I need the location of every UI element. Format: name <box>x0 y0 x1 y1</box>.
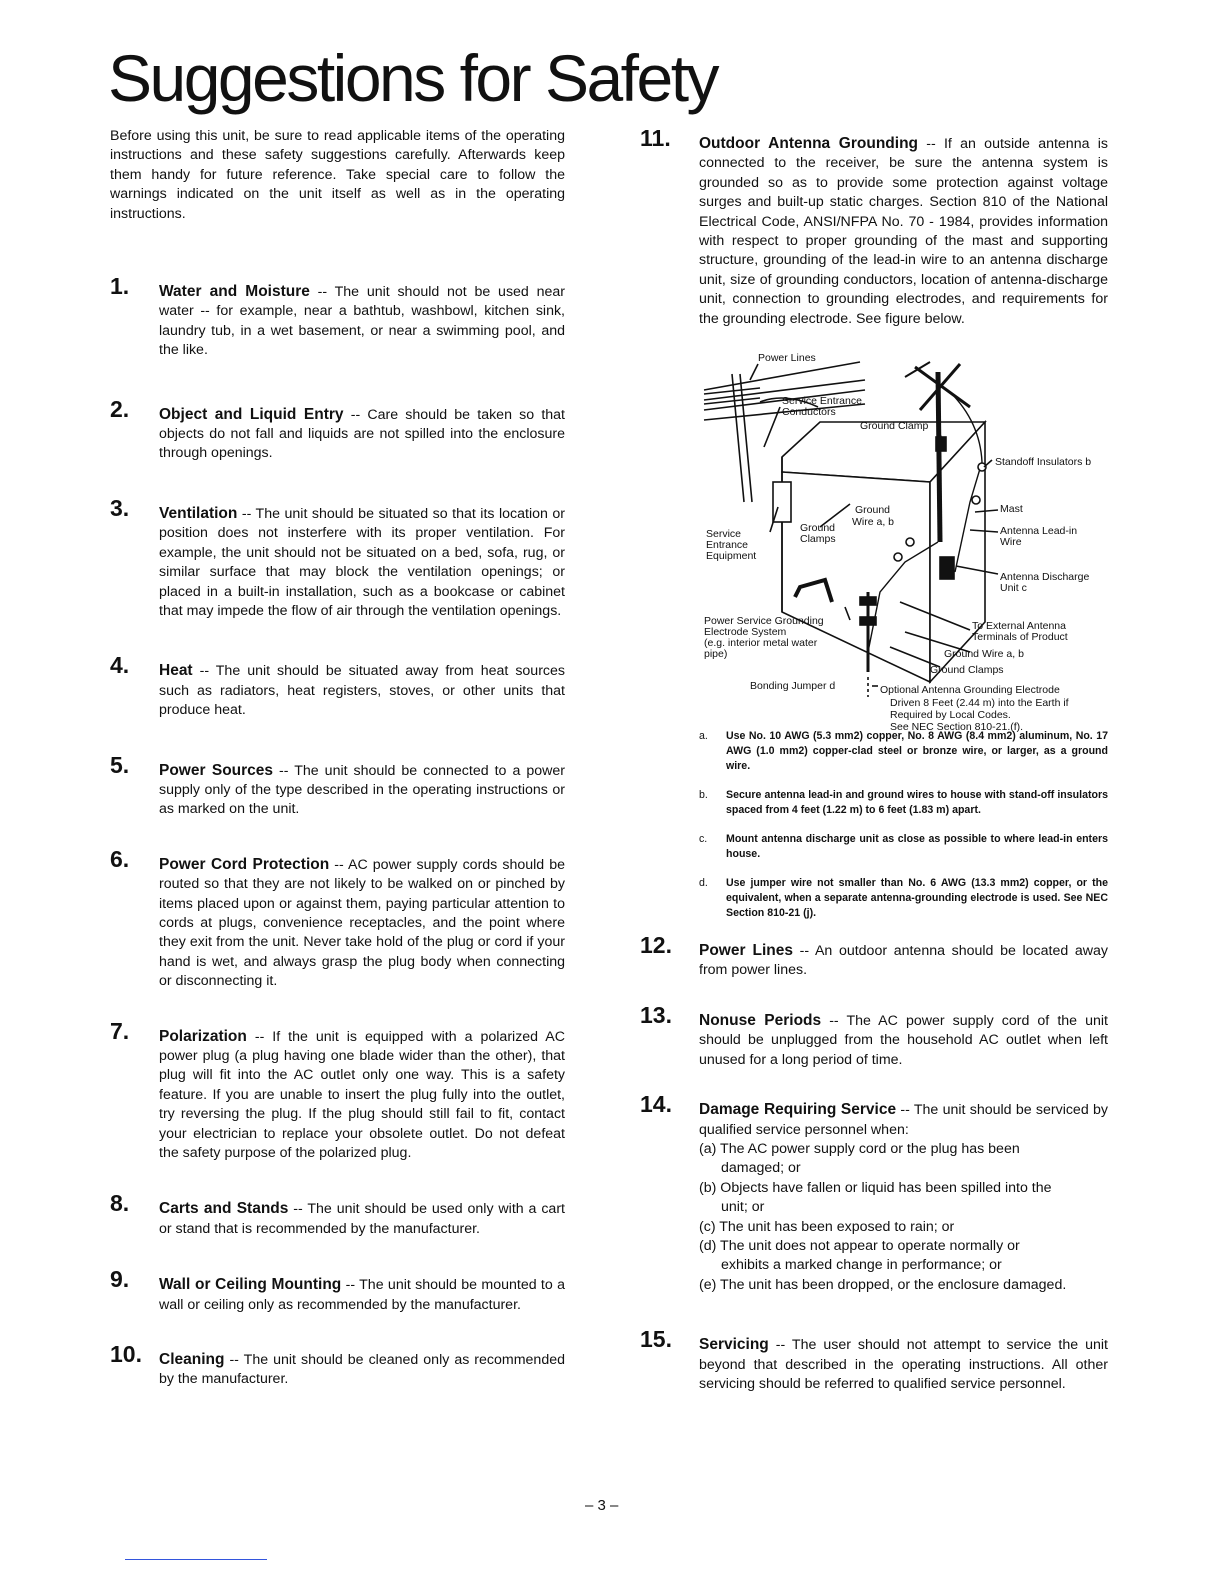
item-heading: Wall or Ceiling Mounting <box>159 1276 342 1294</box>
item-heading: Heat <box>159 662 193 680</box>
svg-text:Service Entrance: Service Entrance <box>782 395 862 407</box>
svg-text:Conductors: Conductors <box>782 406 836 418</box>
note-label: d. <box>699 877 708 890</box>
note-text: Use jumper wire not smaller than No. 6 AWG (13.3 mm2) copper, or the equivalent, when a separate antenna-grounding electrode is used. See NEC Section 810-21 (j). <box>726 877 1108 920</box>
item-13 <box>640 1001 1108 1070</box>
item-text: -- An outdoor antenna should be located away from power lines. <box>699 943 1108 979</box>
right-column <box>640 125 1108 1394</box>
item-12 <box>640 932 1108 981</box>
note-b <box>699 788 1108 818</box>
svg-text:(e.g. interior metal water: (e.g. interior metal water <box>704 637 818 649</box>
item-text: -- Care should be taken so that objects do not fall and liquids are not spilled into the enclosure through openings. <box>159 406 565 462</box>
antenna-grounding-diagram <box>700 352 1110 742</box>
item-heading: Water and Moisture <box>159 283 310 301</box>
item-heading: Servicing <box>699 1336 769 1354</box>
item-number: 9. <box>110 1266 130 1293</box>
note-text: Secure antenna lead-in and ground wires to house with stand-off insulators spaced from 4 feet (1.22 m) to 6 feet (1.83 m) apart. <box>726 789 1108 817</box>
list-item: (b) Objects have fallen or liquid has been spilled into the unit; or <box>699 1179 1052 1216</box>
item-text: -- The unit should not be used near water -- for example, near a bathtub, washbowl, kitchen sink, laundry tub, in a wet basement, or near a swimming pool, and the like. <box>159 284 565 359</box>
list-item: (d) The unit does not appear to operate normally or exhibits a marked change in performance; or <box>699 1237 1020 1274</box>
svg-text:Mast: Mast <box>1000 503 1023 515</box>
item-number: 4. <box>110 652 130 679</box>
item-text: -- The user should not attempt to service the unit beyond that described in the operating instructions. All other servicing should be referred to qualified service personnel. <box>699 1337 1108 1392</box>
svg-text:Wire: Wire <box>1000 536 1022 548</box>
item-number: 2. <box>110 395 130 422</box>
item-text: -- The AC power supply cord of the unit should be unplugged from the household AC outlet when left unused for a long period of time. <box>699 1012 1108 1068</box>
note-label: a. <box>699 730 708 743</box>
item-text: -- The unit should be used only with a cart or stand that is recommended by the manufacturer. <box>159 1201 565 1237</box>
svg-text:Driven 8 Feet (2.44 m) into th: Driven 8 Feet (2.44 m) into the Earth if <box>890 697 1069 709</box>
item-14 <box>640 1091 1108 1295</box>
item-heading: Nonuse Periods <box>699 1011 822 1029</box>
item-heading: Power Sources <box>159 761 274 779</box>
item-9 <box>110 1266 565 1315</box>
item-text: -- AC power supply cords should be routed so that they are not likely to be walked on or pinched by items placed upon or against them, paying particular attention to cords at plugs, convenience receptacles, and the point where they exit from the unit. Never take hold of the plug or cord if your hand is wet, and always grasp the plug body when connecting or disconnecting it. <box>159 856 566 990</box>
item-number: 11. <box>640 125 671 151</box>
item-6 <box>110 845 566 992</box>
item-number: 3. <box>110 494 130 521</box>
item-2 <box>110 395 565 464</box>
svg-text:pipe): pipe) <box>704 648 728 660</box>
item-text: -- The unit should be cleaned only as recommended by the manufacturer. <box>159 1352 565 1388</box>
item-15 <box>640 1326 1108 1394</box>
list-item: (e) The unit has been dropped, or the enclosure damaged. <box>699 1276 1067 1293</box>
item-text: -- The unit should be situated so that its location or position does not insterfere with its proper ventilation. For example, the unit should not be situated on a bed, sofa, rug, or similar surface that may block the ventilation openings; or placed in a built-in installation, such as a bookcase or cabinet that may impede the flow of air through the ventilation openings. <box>159 505 565 619</box>
item-text: -- The unit should be connected to a power supply only of the type described in the operating instructions or as marked on the unit. <box>159 762 565 818</box>
item-number: 14. <box>640 1091 672 1118</box>
item-4 <box>110 652 565 720</box>
item-number: 10. <box>110 1341 142 1368</box>
svg-text:Entrance: Entrance <box>706 539 749 551</box>
page-title: Suggestions for Safety <box>108 41 718 115</box>
svg-text:To External Antenna: To External Antenna <box>972 620 1066 632</box>
page-number: – 3 – <box>585 1497 619 1514</box>
note-text: Mount antenna discharge unit as close as possible to where lead-in enters house. <box>726 833 1108 861</box>
item-heading: Object and Liquid Entry <box>159 405 344 423</box>
item-11 <box>640 125 1108 329</box>
item-number: 1. <box>110 273 130 300</box>
item-number: 13. <box>640 1001 672 1028</box>
svg-text:Power Service Grounding: Power Service Grounding <box>704 615 824 627</box>
item-7 <box>110 1017 565 1164</box>
svg-text:Optional Antenna Grounding Ele: Optional Antenna Grounding Electrode <box>880 684 1060 696</box>
mast <box>938 372 940 542</box>
svg-text:Ground: Ground <box>800 522 836 534</box>
item-5 <box>110 751 565 820</box>
damage-conditions-list <box>699 1140 1108 1295</box>
item-text: -- The unit should be mounted to a wall or ceiling only as recommended by the manufacturer. <box>159 1277 565 1313</box>
item-number: 7. <box>110 1017 130 1044</box>
item-8 <box>110 1190 565 1239</box>
item-heading: Polarization <box>159 1027 247 1045</box>
item-text: -- The unit should be serviced by qualified service personnel when: <box>699 1102 1108 1138</box>
item-10 <box>110 1341 565 1390</box>
item-number: 8. <box>110 1190 130 1217</box>
item-1 <box>110 273 565 361</box>
svg-text:Electrode System: Electrode System <box>704 626 787 638</box>
item-heading: Ventilation <box>159 504 238 522</box>
svg-text:Standoff Insulators b: Standoff Insulators b <box>995 456 1092 468</box>
item-text: -- If the unit is equipped with a polarized AC power plug (a plug having one blade wider than the other), that plug will fit into the AC outlet only one way. This is a safety feature. If you are unable to insert the plug fully into the outlet, try reversing the plug. If the plug should still fail to fit, contact your electrician to replace your obsolete outlet. Do not defeat the safety purpose of the polarized plug. <box>159 1028 565 1162</box>
antenna-notes <box>699 729 1108 921</box>
item-number: 6. <box>110 845 130 872</box>
item-text: -- The unit should be situated away from heat sources such as radiators, heat registers, stoves, or other units that produce heat. <box>159 663 565 719</box>
item-text: -- If an outside antenna is connected to the receiver, be sure the antenna system is grounded so as to provide some protection against voltage surges and built-up static charges. Section 810 of the National Electrical Code, ANSI/NFPA No. 70 - 1984, provides information with respect to proper grounding of the mast and supporting structure, grounding of the lead-in wire to an antenna discharge unit, size of grounding conductors, location of antenna-discharge unit, connection to grounding electrodes, and requirements for the grounding electrode. See figure below. <box>699 136 1108 327</box>
svg-text:Unit c: Unit c <box>1000 582 1027 594</box>
svg-text:Ground Clamps: Ground Clamps <box>930 664 1004 676</box>
item-number: 12. <box>640 932 672 959</box>
svg-text:Antenna Discharge: Antenna Discharge <box>1000 571 1090 583</box>
item-heading: Outdoor Antenna Grounding <box>699 135 919 152</box>
note-d <box>699 876 1108 921</box>
svg-text:Wire a, b: Wire a, b <box>852 516 895 528</box>
svg-text:Bonding Jumper d: Bonding Jumper d <box>750 680 836 692</box>
item-heading: Power Lines <box>699 942 794 960</box>
svg-text:Clamps: Clamps <box>800 533 836 545</box>
svg-text:Required by Local Codes.: Required by Local Codes. <box>890 709 1011 721</box>
left-column <box>110 127 565 1390</box>
item-heading: Power Cord Protection <box>159 855 330 873</box>
svg-text:Equipment: Equipment <box>706 550 757 562</box>
svg-text:Power Lines: Power Lines <box>758 352 816 364</box>
power-line <box>704 362 860 390</box>
item-heading: Carts and Stands <box>159 1200 289 1218</box>
svg-text:Service: Service <box>706 528 742 540</box>
svg-text:Ground Wire a, b: Ground Wire a, b <box>944 648 1024 660</box>
item-3 <box>110 494 565 621</box>
note-label: c. <box>699 833 708 846</box>
item-number: 5. <box>110 751 130 778</box>
svg-text:Antenna Lead-in: Antenna Lead-in <box>1000 525 1078 537</box>
list-item: (c) The unit has been exposed to rain; or <box>699 1218 955 1235</box>
list-item: (a) The AC power supply cord or the plug has been damaged; or <box>699 1140 1020 1177</box>
svg-text:Ground: Ground <box>855 504 891 516</box>
svg-text:See NEC Section 810-21.(f).: See NEC Section 810-21.(f). <box>890 721 1024 733</box>
item-number: 15. <box>640 1326 672 1353</box>
intro-paragraph: Before using this unit, be sure to read applicable items of the operating instructions and these safety suggestions carefully. Afterwards keep them handy for future reference. Take special care to follow the warnings indicated on the unit itself as well as in the operating instructions. <box>110 128 565 222</box>
note-c <box>699 832 1108 862</box>
note-label: b. <box>699 789 708 802</box>
svg-text:Terminals of Product: Terminals of Product <box>972 631 1068 643</box>
footer-rule <box>125 1559 267 1560</box>
svg-text:Ground Clamp: Ground Clamp <box>860 420 929 432</box>
note-text: Use No. 10 AWG (5.3 mm2) copper, No. 8 AWG (8.4 mm2) aluminum, No. 17 AWG (1.0 mm2) copper-clad steel or bronze wire, or larger, as a ground wire. <box>726 730 1108 773</box>
item-heading: Cleaning <box>159 1351 225 1369</box>
item-heading: Damage Requiring Service <box>699 1101 897 1119</box>
